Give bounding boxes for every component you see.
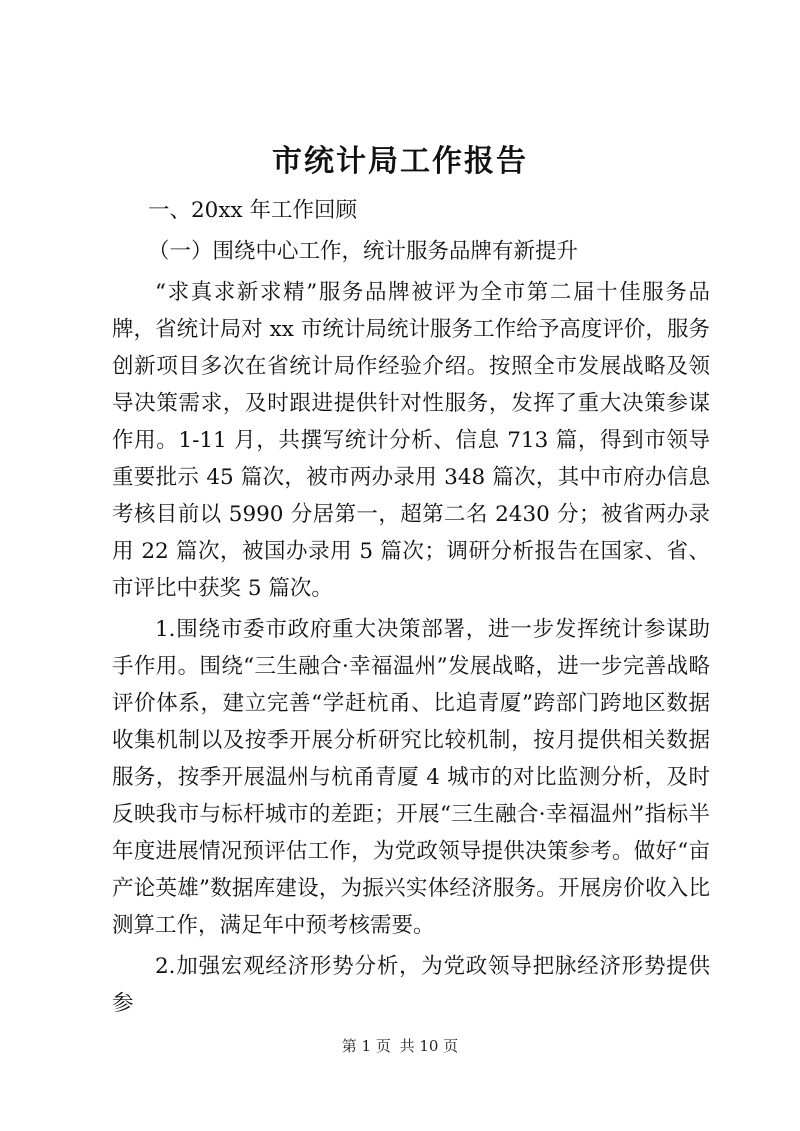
page-number: 第 1 页 xyxy=(341,1037,391,1055)
document-body xyxy=(112,192,710,1026)
subsection-heading: （一）围绕中心工作，统计服务品牌有新提升 xyxy=(148,239,579,264)
body-paragraph: 1.围绕市委市政府重大决策部署，进一步发挥统计参谋助手作用。围绕“三生融合·幸福温州”发展战略，进一步完善战略评价体系，建立完善“学赶杭甬、比追青厦”跨部门跨地区数据收集机制以及按季开展分析研究比较机制，按月提供相关数据服务，按季开展温州与杭甬青厦 4 城市的对比监测分析，及时反映我市与标杆城市的差距；开展“三生融合·幸福温州”指标半年度进展情况预评估工作，为党政领导提供决策参考。做好“亩产论英雄”数据库建设，为振兴实体经济服务。开展房价收入比测算工作，满足年中预考核需要。 xyxy=(112,617,710,938)
page-footer xyxy=(0,1036,800,1056)
body-paragraph: “求真求新求精”服务品牌被评为全市第二届十佳服务品牌，省统计局对 xx 市统计局统计服务工作给予高度评价，服务创新项目多次在省统计局作经验介绍。按照全市发展战略及领导决策需求，及时跟进提供针对性服务，发挥了重大决策参谋作用。1-11 月，共撰写统计分析、信息 713 篇，得到市领导重要批示 45 篇次，被市两办录用 348 篇次，其中市府办信息考核目前以 5990 分居第一，超第二名 2430 分；被省两办录用 22 篇次，被国办录用 5 篇次；调研分析报告在国家、省、市评比中获奖 5 篇次。 xyxy=(112,280,710,601)
body-paragraph: 2.加强宏观经济形势分析，为党政领导把脉经济形势提供参 xyxy=(112,954,710,1016)
page-total: 共 10 页 xyxy=(399,1037,459,1055)
document-title: 市统计局工作报告 xyxy=(272,144,528,179)
section-heading: 一、20xx 年工作回顾 xyxy=(148,198,357,223)
